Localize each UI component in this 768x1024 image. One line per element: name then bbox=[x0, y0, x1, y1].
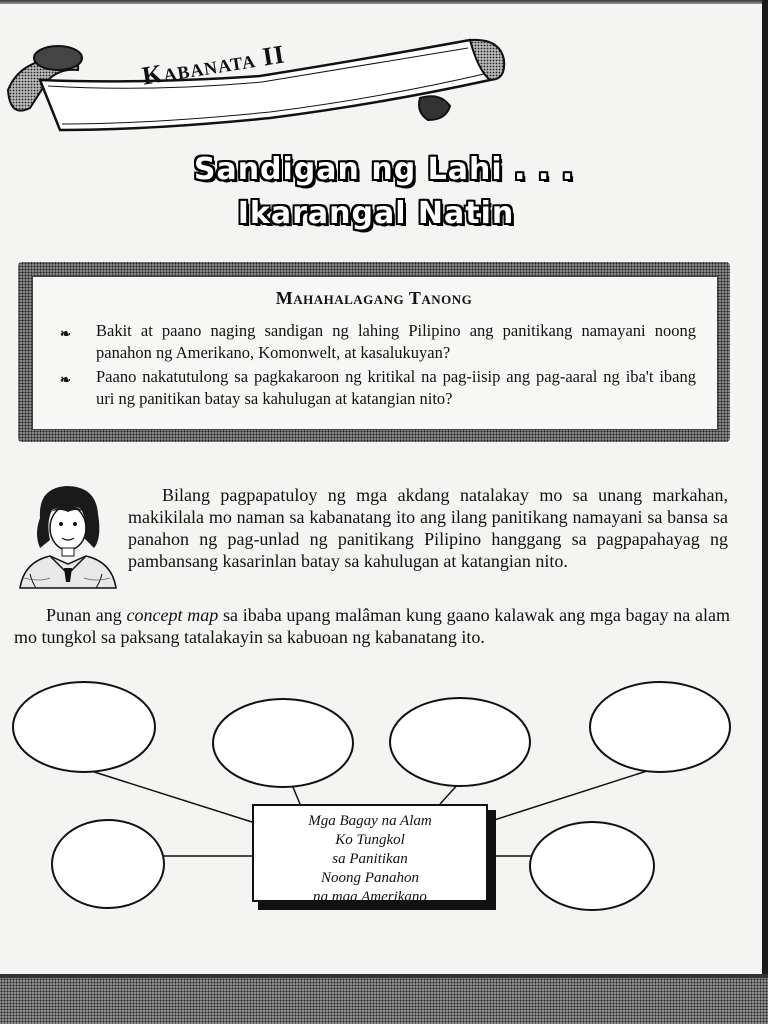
concept-map-center-box bbox=[252, 804, 488, 905]
chapter-banner bbox=[0, 20, 520, 140]
concept-node-empty bbox=[530, 822, 654, 910]
concept-node-empty bbox=[390, 698, 530, 786]
essential-questions-heading: Mahahalagang Tanong bbox=[275, 288, 473, 308]
instruction-emphasis: concept map bbox=[126, 605, 219, 625]
concept-node-empty bbox=[590, 682, 730, 772]
page-top-edge bbox=[0, 0, 768, 4]
center-box-line: Noong Panahon bbox=[321, 870, 419, 886]
chapter-label: Kabanata II bbox=[140, 39, 288, 91]
center-box-line: sa Panitikan bbox=[332, 851, 408, 867]
center-box-line: Mga Bagay na Alam bbox=[308, 813, 432, 829]
bottom-dotted-strip bbox=[0, 978, 768, 1024]
question-text: Paano nakatutulong sa pagkakaroon ng kritikal na pag-iisip ang pag-aaral ng iba't ibang uri ng panitikan batay sa kahulugan at katangian nito? bbox=[96, 367, 696, 408]
concept-node-empty bbox=[13, 682, 155, 772]
instruction-paragraph bbox=[14, 604, 730, 648]
chapter-title-line-2: Ikarangal Natin bbox=[237, 196, 515, 231]
instruction-text-after: sa ibaba upang malâman kung gaano kalawak ang mga bagay na alam mo tungkol sa paksang tatalakayin sa kabuoan ng kabanatang ito. bbox=[14, 605, 731, 647]
question-item bbox=[60, 366, 696, 410]
scroll-bullet-icon: ❧ bbox=[60, 372, 71, 387]
question-item bbox=[60, 320, 696, 364]
instruction-text-before: Punan ang bbox=[46, 605, 127, 625]
concept-node-empty bbox=[52, 820, 164, 908]
center-box-line: Ko Tungkol bbox=[335, 832, 405, 848]
concept-node-empty bbox=[213, 699, 353, 787]
question-text: Bakit at paano naging sandigan ng lahing Pilipino ang panitikang namayani noong panahon ng Amerikano, Komonwelt, at kasalukuyan? bbox=[96, 321, 696, 362]
intro-paragraph: Bilang pagpapatuloy ng mga akdang natalakay mo sa unang markahan, makikilala mo naman sa kabanatang ito ang ilang panitikang namayani sa bansa sa panahon ng pag-unlad ng panitikang Pilipino hanggang sa pagpapahayag ng pambansang kasarinlan batay sa kahulugan at katangian nito. bbox=[128, 485, 728, 571]
connector-line bbox=[88, 770, 252, 822]
scroll-bullet-icon: ❧ bbox=[60, 326, 71, 341]
center-box-line: ng mga Amerikano bbox=[313, 889, 427, 905]
chapter-title-line-1: Sandigan ng Lahi . . . bbox=[193, 152, 575, 187]
student-girl-illustration bbox=[10, 478, 122, 590]
connector-line bbox=[488, 770, 650, 822]
